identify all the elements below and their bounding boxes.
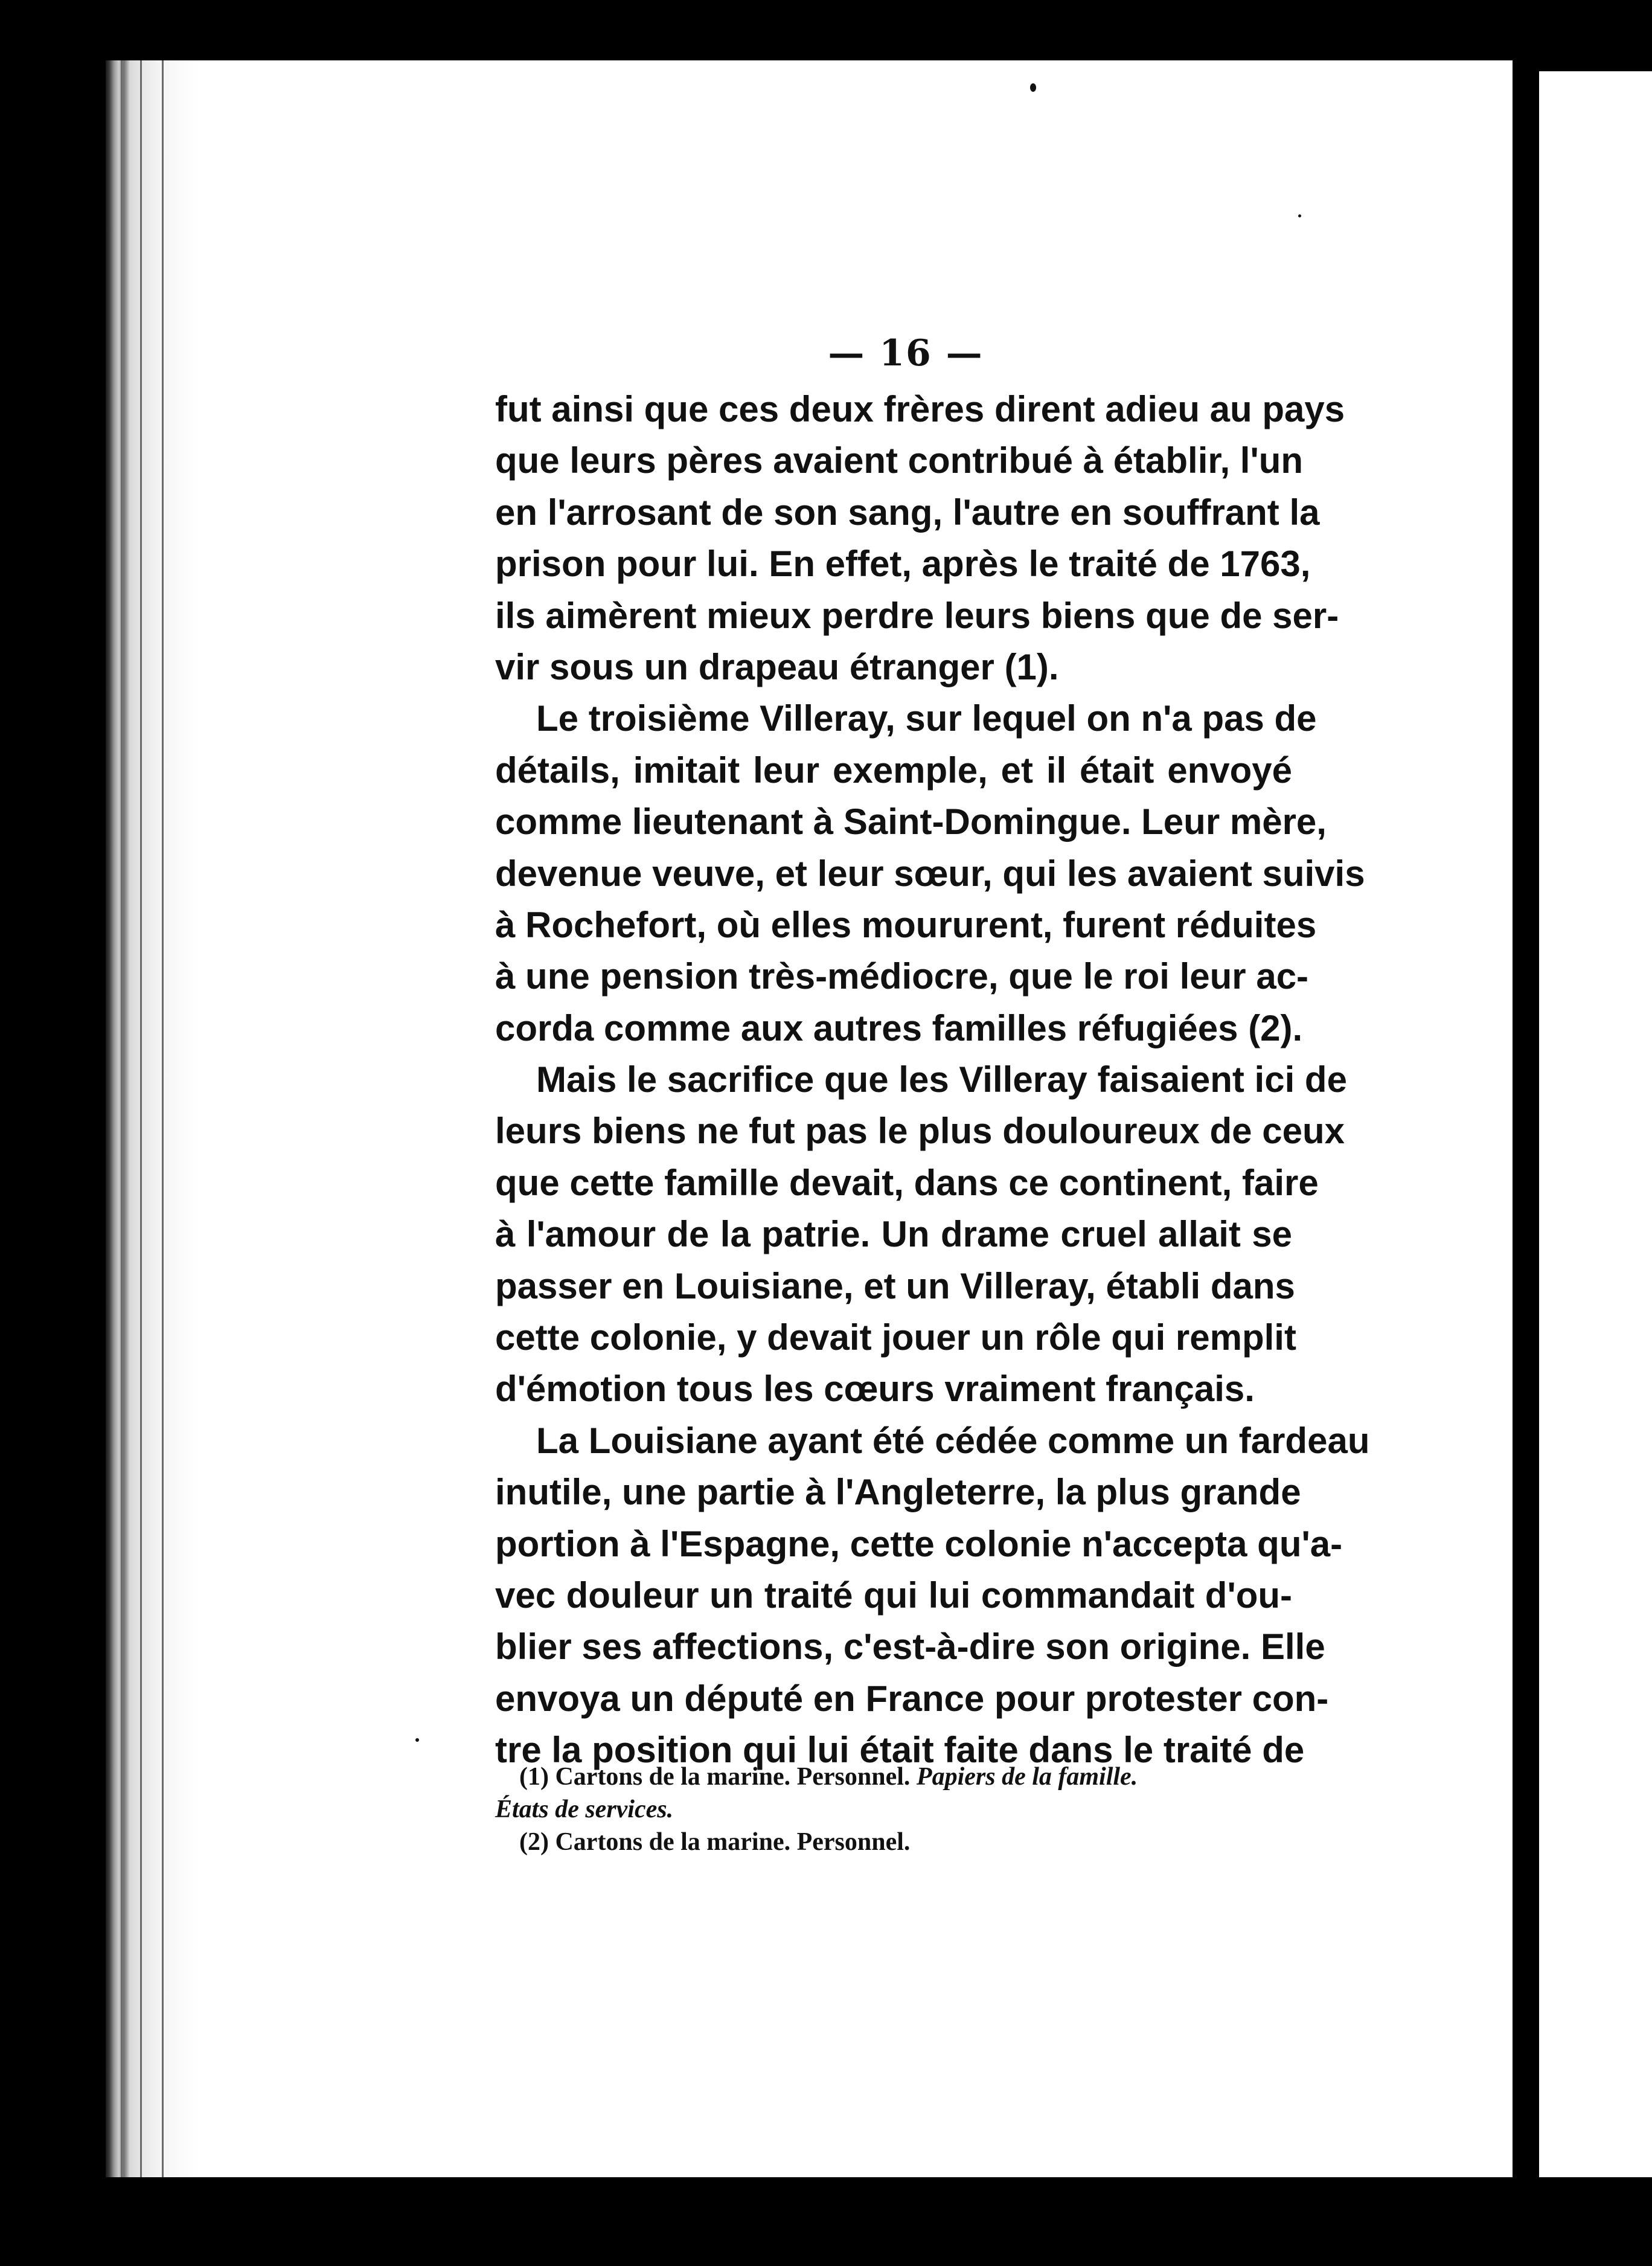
binding-line bbox=[140, 60, 142, 2177]
text-line: Le troisième Villeray, sur lequel on n'a pas de bbox=[536, 698, 1317, 739]
text-line: passer en Louisiane, et un Villeray, établi dans bbox=[495, 1265, 1295, 1306]
text-line: devenue veuve, et leur sœur, qui les avaient suivis bbox=[495, 853, 1365, 894]
text-line: comme lieutenant à Saint-Domingue. Leur mère, bbox=[495, 801, 1327, 843]
text-line: blier ses affections, c'est-à-dire son origine. Elle bbox=[495, 1626, 1325, 1667]
adjacent-page-edge bbox=[1539, 71, 1652, 2177]
text-line: prison pour lui. En effet, après le traité de 1763, bbox=[495, 544, 1311, 585]
text-line: portion à l'Espagne, cette colonie n'accepta qu'a- bbox=[495, 1523, 1343, 1564]
text-line: détails, imitait leur exemple, et il était envoyé bbox=[495, 749, 1292, 791]
text-line: à une pension très-médiocre, que le roi leur ac- bbox=[495, 956, 1309, 997]
page-gap bbox=[1513, 0, 1539, 2266]
ink-speck bbox=[415, 1738, 419, 1742]
text-line: vec douleur un traité qui lui commandait d'ou- bbox=[495, 1574, 1292, 1616]
text-line: que cette famille devait, dans ce continent, faire bbox=[495, 1162, 1319, 1203]
footnote-1 bbox=[495, 1760, 1292, 1793]
text-line: vir sous un drapeau étranger (1). bbox=[495, 646, 1059, 687]
text-line: que leurs pères avaient contribué à établir, l'un bbox=[495, 440, 1304, 481]
page-number: — 16 — bbox=[828, 332, 984, 374]
footnote-1-italic: Papiers de la famille. bbox=[916, 1763, 1138, 1791]
text-line: fut ainsi que ces deux frères dirent adieu au pays bbox=[495, 389, 1345, 429]
text-line: inutile, une partie à l'Angleterre, la plus grande bbox=[495, 1472, 1301, 1513]
text-line: cette colonie, y devait jouer un rôle qui remplit bbox=[495, 1317, 1296, 1358]
page-binding-shadow bbox=[106, 60, 196, 2177]
text-line: à Rochefort, où elles moururent, furent réduites bbox=[495, 904, 1317, 945]
text-line: en l'arrosant de son sang, l'autre en souffrant la bbox=[495, 492, 1320, 533]
text-line: tre la position qui lui était faite dans le traité de bbox=[495, 1730, 1305, 1771]
text-line: La Louisiane ayant été cédée comme un fardeau bbox=[536, 1420, 1370, 1461]
text-line: corda comme aux autres familles réfugiées (2). bbox=[495, 1007, 1303, 1048]
binding-line bbox=[121, 60, 123, 2177]
text-line: Mais le sacrifice que les Villeray faisaient ici de bbox=[536, 1059, 1347, 1100]
footnote-2: (2) Cartons de la marine. Personnel. bbox=[519, 1828, 911, 1856]
text-line: envoya un député en France pour protester con- bbox=[495, 1678, 1329, 1719]
text-line: d'émotion tous les cœurs vraiment français. bbox=[495, 1369, 1255, 1410]
ink-speck bbox=[1298, 214, 1301, 217]
body-text bbox=[495, 384, 1370, 1776]
header-mark bbox=[1030, 83, 1036, 92]
footnote-1-text: (1) Cartons de la marine. Personnel. bbox=[519, 1763, 917, 1791]
footnotes bbox=[495, 1760, 1292, 1858]
binding-line bbox=[162, 60, 164, 2177]
footnote-1-continuation: États de services. bbox=[495, 1796, 674, 1823]
text-line: ils aimèrent mieux perdre leurs biens que de ser- bbox=[495, 595, 1339, 636]
text-line: à l'amour de la patrie. Un drame cruel allait se bbox=[495, 1214, 1292, 1255]
text-line: leurs biens ne fut pas le plus douloureux de ceux bbox=[495, 1111, 1345, 1152]
